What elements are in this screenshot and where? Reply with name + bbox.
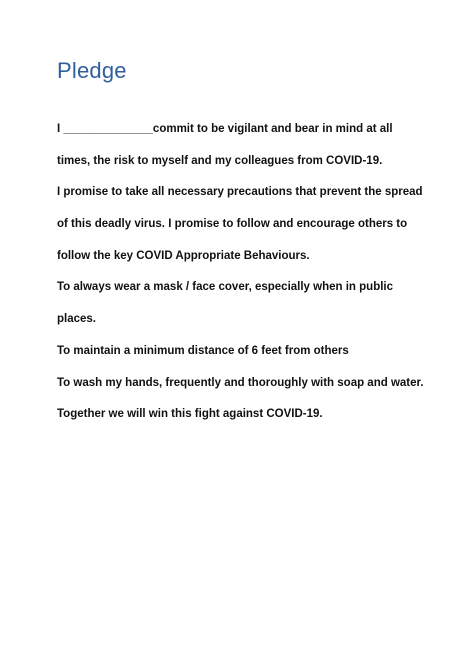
pledge-line: of this deadly virus. I promise to follow and encourage others to [57,218,408,231]
pledge-line: Together we will win this fight against COVID-19. [57,408,323,421]
pledge-line: To wash my hands, frequently and thoroughly with soap and water. [57,376,424,389]
pledge-line: follow the key COVID Appropriate Behaviours. [57,249,310,262]
page-title: Pledge [57,58,127,83]
pledge-line: places. [57,313,96,326]
pledge-line: To maintain a minimum distance of 6 feet from others [57,344,349,357]
pledge-line: To always wear a mask / face cover, especially when in public [57,281,393,294]
pledge-line: times, the risk to myself and my colleagues from COVID-19. [57,154,383,167]
pledge-line: I ______________commit to be vigilant and bear in mind at all [57,123,393,135]
pledge-line: I promise to take all necessary precautions that prevent the spread [57,186,423,199]
pledge-body [57,122,437,439]
